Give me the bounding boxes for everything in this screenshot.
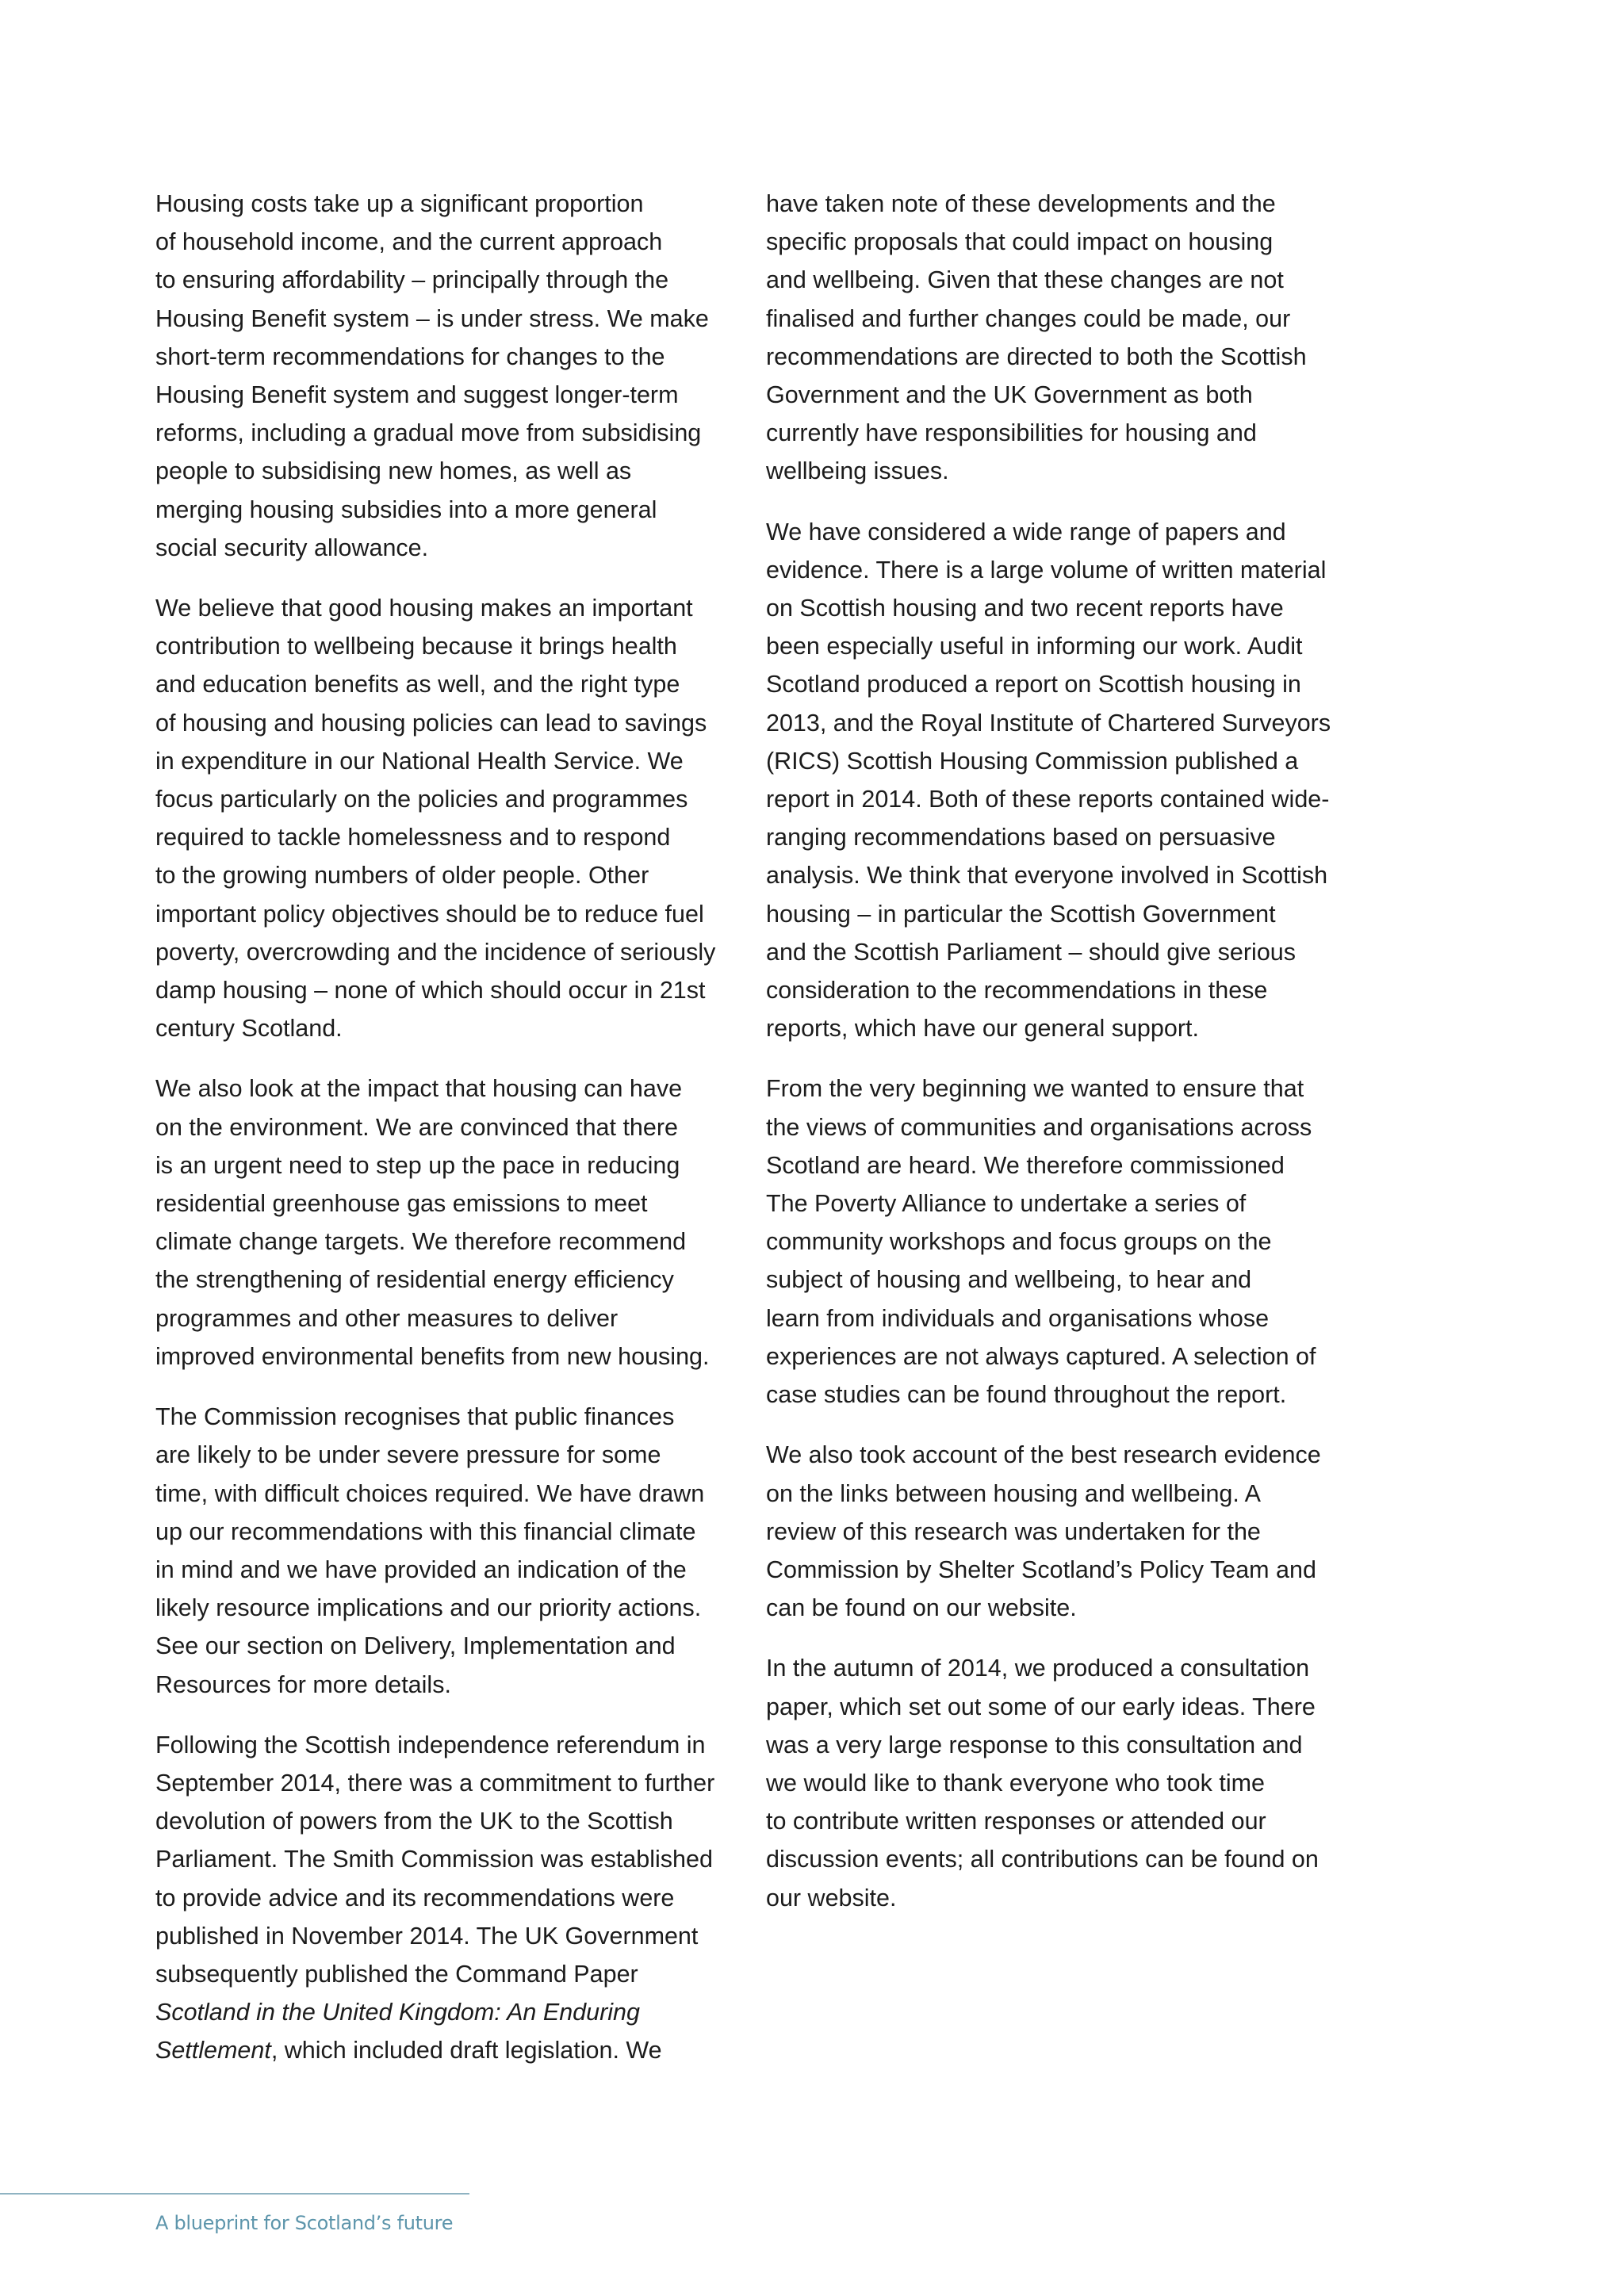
text-line: to ensuring affordability – principally through the	[155, 266, 669, 294]
text-line: to the growing numbers of older people. Other	[155, 862, 649, 890]
text-line: September 2014, there was a commitment to further	[155, 1769, 715, 1797]
text-line: Commission by Shelter Scotland’s Policy Team and	[766, 1556, 1316, 1583]
text-line: In the autumn of 2014, we produced a consultation	[766, 1655, 1310, 1682]
text-fragment: , which included draft legislation. We	[270, 2037, 662, 2064]
text-line: we would like to thank everyone who took time	[766, 1769, 1265, 1797]
text-line: residential greenhouse gas emissions to meet	[155, 1190, 648, 1218]
footer-divider	[0, 2193, 469, 2195]
text-line: people to subsidising new homes, as well as	[155, 457, 632, 485]
text-line: The Poverty Alliance to undertake a series of	[766, 1190, 1247, 1218]
paragraph-independence-referendum	[155, 1726, 741, 2070]
text-line: reports, which have our general support.	[766, 1015, 1199, 1043]
text-line: damp housing – none of which should occur in 21st	[155, 977, 706, 1004]
text-line: to contribute written responses or attended our	[766, 1808, 1266, 1835]
text-line: currently have responsibilities for housing and	[766, 419, 1257, 447]
text-line: Following the Scottish independence referendum in	[155, 1731, 706, 1758]
text-line: Government and the UK Government as both	[766, 381, 1253, 409]
text-line: 2013, and the Royal Institute of Chartered Surveyors	[766, 709, 1331, 737]
paragraph-research-evidence	[766, 1436, 1351, 1627]
text-line: The Commission recognises that public finances	[155, 1403, 675, 1431]
text-line: on the links between housing and wellbeing. A	[766, 1479, 1261, 1507]
text-line: and education benefits as well, and the right type	[155, 671, 680, 698]
text-line: experiences are not always captured. A selection of	[766, 1342, 1316, 1370]
text-line: been especially useful in informing our work. Audit	[766, 633, 1303, 660]
text-line: finalised and further changes could be made, our	[766, 304, 1291, 332]
text-line: published in November 2014. The UK Government	[155, 1922, 699, 1950]
text-line: review of this research was undertaken for the	[766, 1517, 1261, 1545]
text-line: We also look at the impact that housing can have	[155, 1075, 683, 1103]
paragraph-developments	[766, 185, 1351, 491]
text-line: learn from individuals and organisations whose	[766, 1304, 1270, 1332]
text-line: century Scotland.	[155, 1015, 343, 1043]
text-line: important policy objectives should be to reduce fuel	[155, 900, 704, 928]
text-line: the strengthening of residential energy efficiency	[155, 1266, 674, 1294]
paragraph-communities	[766, 1070, 1351, 1414]
paragraph-housing-costs	[155, 185, 741, 567]
text-line: is an urgent need to step up the pace in reducing	[155, 1151, 680, 1179]
paragraph-environment	[155, 1070, 741, 1376]
text-line: reforms, including a gradual move from subsidising	[155, 419, 702, 447]
text-line: and wellbeing. Given that these changes are not	[766, 266, 1284, 294]
text-line: on Scottish housing and two recent reports have	[766, 595, 1284, 622]
text-line: was a very large response to this consultation and	[766, 1731, 1303, 1758]
text-line: improved environmental benefits from new housing.	[155, 1342, 710, 1370]
text-line: required to tackle homelessness and to respond	[155, 824, 671, 851]
text-line: analysis. We think that everyone involved in Scottish	[766, 862, 1328, 890]
text-line: contribution to wellbeing because it brings health	[155, 633, 677, 660]
text-line: short-term recommendations for changes to the	[155, 342, 665, 370]
text-line: of housing and housing policies can lead to savings	[155, 709, 707, 737]
text-line: subject of housing and wellbeing, to hear and	[766, 1266, 1252, 1294]
text-line: our website.	[766, 1884, 897, 1911]
text-line: consideration to the recommendations in these	[766, 977, 1268, 1004]
text-line: See our section on Delivery, Implementation and	[155, 1632, 676, 1660]
text-line: Scotland are heard. We therefore commissioned	[766, 1151, 1285, 1179]
text-line: merging housing subsidies into a more general	[155, 496, 657, 523]
text-line: Resources for more details.	[155, 1670, 451, 1698]
footer-title: A blueprint for Scotland’s future	[155, 2212, 454, 2234]
paragraph-public-finances	[155, 1398, 741, 1704]
text-line: and the Scottish Parliament – should give serious	[766, 938, 1296, 966]
text-line: to provide advice and its recommendations were	[155, 1884, 675, 1911]
text-line: Scotland produced a report on Scottish housing in	[766, 671, 1301, 698]
text-line: From the very beginning we wanted to ensure that	[766, 1075, 1304, 1103]
text-line: community workshops and focus groups on the	[766, 1228, 1272, 1256]
command-paper-title: Scotland in the United Kingdom: An Enduring	[155, 1999, 640, 2026]
text-line	[155, 2031, 741, 2069]
text-line: specific proposals that could impact on housing	[766, 228, 1274, 256]
text-line: (RICS) Scottish Housing Commission published a	[766, 747, 1299, 775]
text-line: Parliament. The Smith Commission was established	[155, 1846, 713, 1873]
text-line: report in 2014. Both of these reports contained wide-	[766, 786, 1330, 813]
text-line: subsequently published the Command Paper	[155, 1960, 638, 1988]
text-line: likely resource implications and our priority actions.	[155, 1594, 702, 1622]
text-line: programmes and other measures to deliver	[155, 1304, 619, 1332]
text-line: paper, which set out some of our early ideas. There	[766, 1693, 1316, 1720]
text-line: housing – in particular the Scottish Government	[766, 900, 1276, 928]
text-line: We have considered a wide range of papers and	[766, 518, 1286, 545]
text-line: have taken note of these developments and the	[766, 190, 1276, 217]
text-line: recommendations are directed to both the Scottish	[766, 342, 1307, 370]
text-line: discussion events; all contributions can be found on	[766, 1846, 1319, 1873]
text-line: in mind and we have provided an indication of the	[155, 1556, 687, 1583]
text-line: ranging recommendations based on persuasive	[766, 824, 1276, 851]
right-column	[766, 185, 1351, 1939]
text-line: social security allowance.	[155, 534, 429, 561]
text-line: up our recommendations with this financial climate	[155, 1517, 696, 1545]
text-line: We also took account of the best research evidence	[766, 1441, 1321, 1469]
text-line: devolution of powers from the UK to the Scottish	[155, 1808, 673, 1835]
text-line	[155, 1993, 741, 2031]
text-line: on the environment. We are convinced that there	[155, 1113, 678, 1141]
paragraph-consultation	[766, 1649, 1351, 1916]
text-line: can be found on our website.	[766, 1594, 1077, 1622]
text-line: focus particularly on the policies and programmes	[155, 786, 688, 813]
paragraph-good-housing	[155, 589, 741, 1047]
text-line: of household income, and the current approach	[155, 228, 663, 256]
text-line: case studies can be found throughout the report.	[766, 1381, 1287, 1409]
text-line: Housing costs take up a significant proportion	[155, 190, 644, 217]
text-line: in expenditure in our National Health Service. We	[155, 747, 684, 775]
text-line: We believe that good housing makes an important	[155, 595, 693, 622]
text-line: are likely to be under severe pressure for some	[155, 1441, 661, 1469]
left-column	[155, 185, 741, 2092]
text-line: the views of communities and organisations across	[766, 1113, 1312, 1141]
text-line: wellbeing issues.	[766, 457, 949, 485]
text-line: climate change targets. We therefore recommend	[155, 1228, 687, 1256]
paragraph-evidence	[766, 513, 1351, 1048]
text-line: evidence. There is a large volume of written material	[766, 556, 1327, 584]
command-paper-title-end: Settlement	[155, 2037, 271, 2064]
text-line: time, with difficult choices required. We have drawn	[155, 1479, 705, 1507]
text-line: Housing Benefit system – is under stress. We make	[155, 304, 709, 332]
text-line: Housing Benefit system and suggest longer-term	[155, 381, 679, 409]
text-line: poverty, overcrowding and the incidence of seriously	[155, 938, 716, 966]
